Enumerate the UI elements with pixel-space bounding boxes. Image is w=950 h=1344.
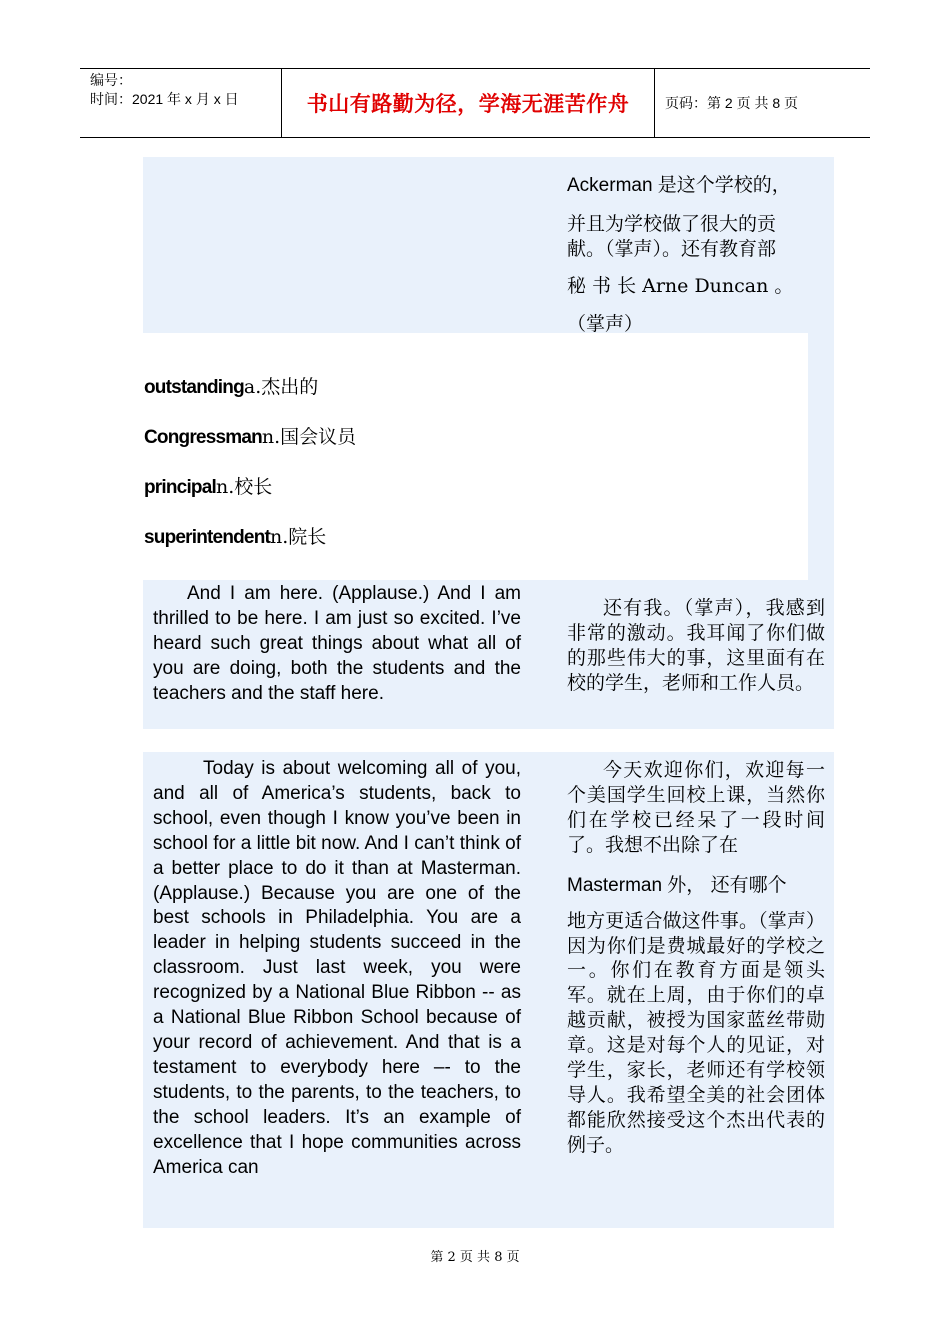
paragraph-zh-2-part2: Masterman 外， 还有哪个 xyxy=(567,874,787,896)
vocab-def: n.国会议员 xyxy=(261,426,357,448)
paragraph-zh-2 xyxy=(567,758,825,1158)
vocab-word: Congressman xyxy=(144,427,262,448)
paragraph-zh-2-part3: 地方更适合做这件事。（掌声）因为你们是费城最好的学校之一。你们在教育方面是领头军。就在上周，由于你们的卓越贡献，被授为国家蓝丝带勋章。这是对每个人的见证，对学生，家长，老师还有学校领导人。我希望全美的社会团体都能欣然接受这个杰出代表的例子。 xyxy=(567,909,825,1156)
paragraph-zh-2-part1: 今天欢迎你们，欢迎每一个美国学生回校上课，当然你们在学校已经呆了一段时间了。我想不出除了在 xyxy=(567,759,825,856)
motto-text: 书山有路勤为径，学海无涯苦作舟 xyxy=(306,91,630,116)
vocab-word: principal xyxy=(144,477,216,498)
header-page-info-cell xyxy=(655,69,870,137)
page-info: 页码：第 2 页 共 8 页 xyxy=(665,95,799,111)
date-label: 时间：2021 年 x 月 x 日 xyxy=(90,91,239,107)
vocab-item xyxy=(144,472,272,499)
intro-zh-line: Ackerman 是这个学校的， xyxy=(567,175,791,196)
vocab-def: a.杰出的 xyxy=(243,376,319,398)
page-footer: 第 2 页 共 8 页 xyxy=(430,1250,520,1265)
header-left-cell xyxy=(80,69,282,137)
vocab-word: outstanding xyxy=(144,377,244,398)
header-motto-cell xyxy=(282,69,655,137)
intro-zh-line: （掌声） xyxy=(567,313,644,335)
paragraph-en-2: Today is about welcoming all of you, and all of America’s students, back to school, even though I know you’ve been in school for a little bit now. And I can’t think of a better place to do it than at Masterman. (Applause.) Because you are one of the best schools in Philadelphia. You are a leader in helping students succeed in the classroom. Just last week, you were recognized by a National Blue Ribbon -- as a National Blue Ribbon School because of your record of achievement. And that is a testament to everybody here –- to the students, to the parents, to the teachers, to the school leaders. It’s an example of excellence that I hope communities across America can xyxy=(153,758,521,1178)
vocab-word: superintendent xyxy=(144,527,271,548)
intro-zh-line: 并且为学校做了很大的贡 xyxy=(567,213,777,235)
vocab-item xyxy=(144,372,318,399)
vocab-item xyxy=(144,522,326,549)
vocab-def: n.院长 xyxy=(270,526,327,548)
paragraph-en-1: And I am here. (Applause.) And I am thrilled to be here. I am just so excited. I’ve heard such great things about what all of you are doing, both the students and the teachers and the staff here. xyxy=(153,583,521,704)
intro-zh-line: 献。（掌声）。还有教育部 xyxy=(567,238,777,260)
page-header xyxy=(80,68,870,138)
serial-label: 编号： xyxy=(90,72,132,88)
vocab-def: n.校长 xyxy=(215,476,273,498)
paragraph-zh-1: 还有我。（掌声），我感到非常的激动。我耳闻了你们做的那些伟大的事，这里面有在校的学生，老师和工作人员。 xyxy=(567,597,825,694)
intro-zh-line: 秘 书 长 Arne Duncan 。 xyxy=(567,275,794,297)
shaded-strip-right xyxy=(808,333,834,580)
vocab-item xyxy=(144,422,356,449)
